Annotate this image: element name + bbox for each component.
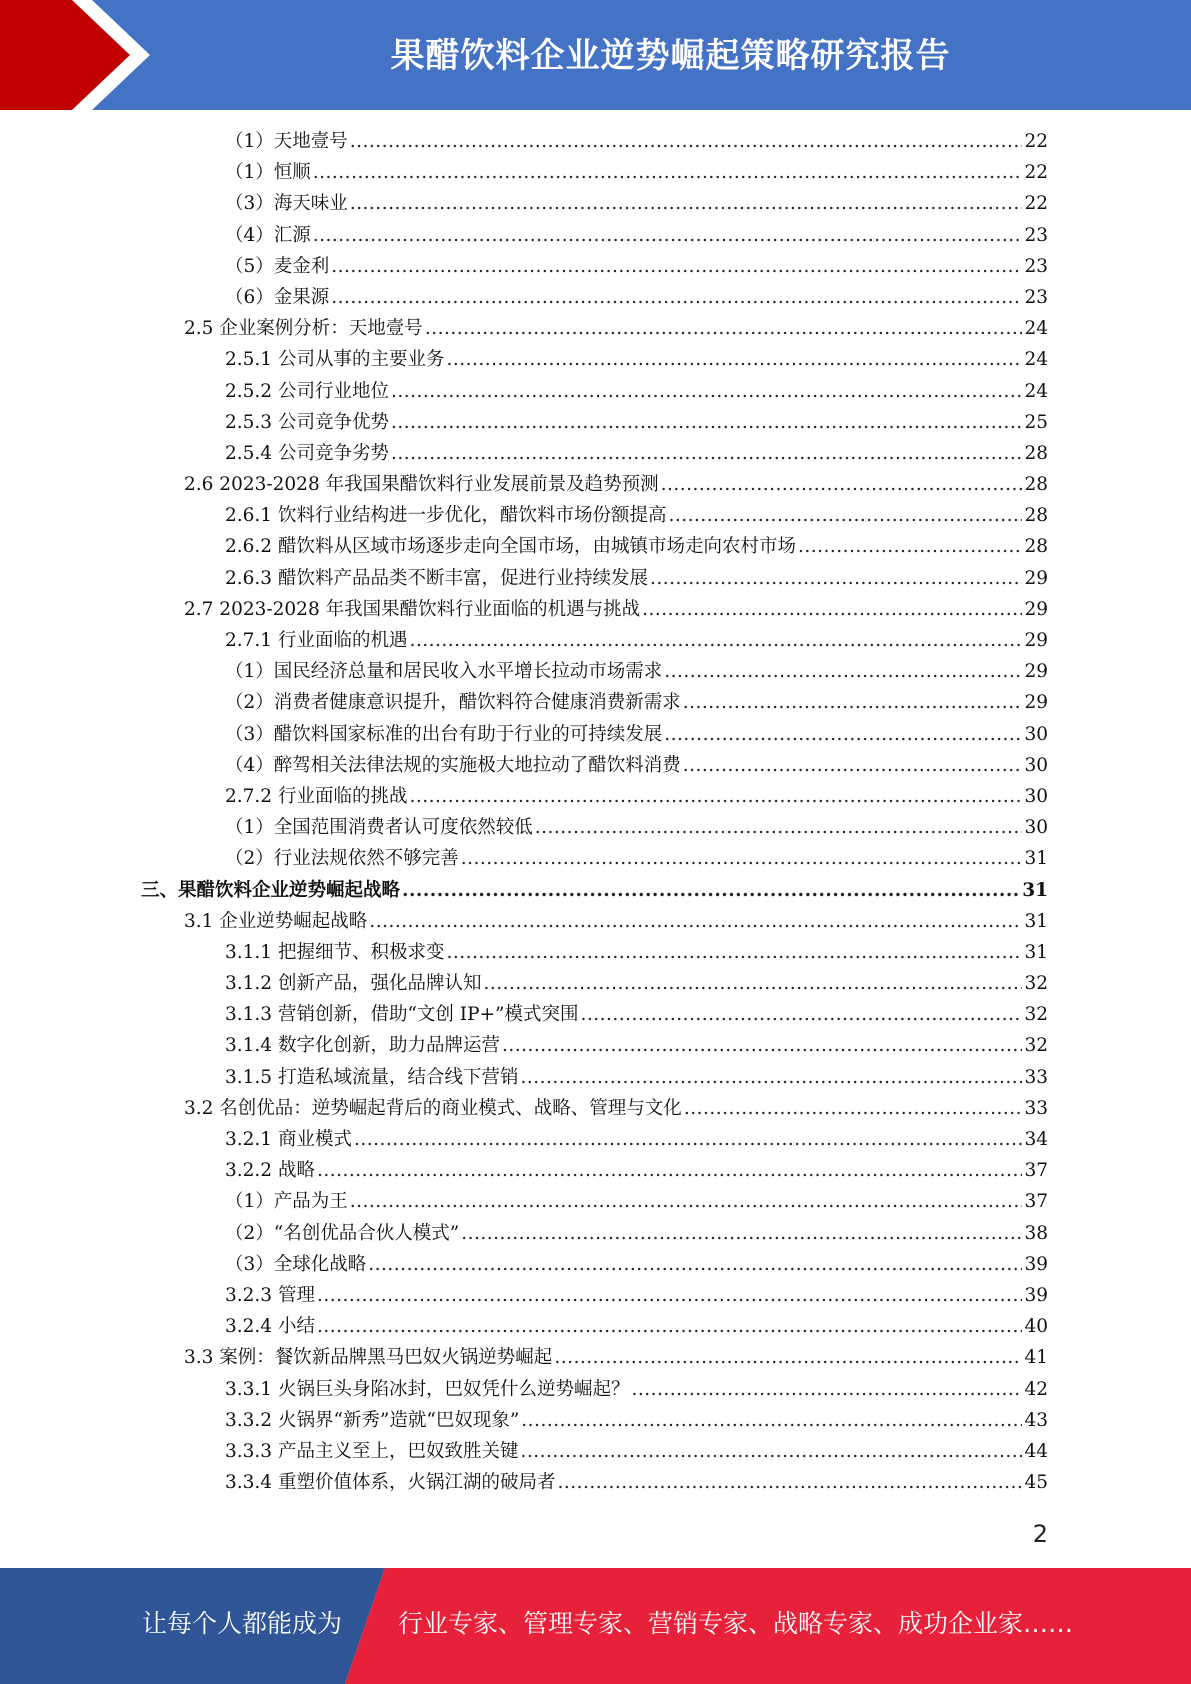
toc-leader-dots bbox=[521, 1405, 1022, 1436]
toc-entry-line bbox=[225, 563, 1048, 594]
toc-leader-dots bbox=[661, 469, 1023, 500]
toc-entry-label: 2.5.3 公司竞争优势 bbox=[225, 411, 389, 433]
toc-entry[interactable] bbox=[0, 1093, 1191, 1124]
toc-entry-line bbox=[184, 594, 1048, 625]
toc-entry-page: 30 bbox=[1024, 754, 1048, 776]
toc-entry-label: 3.3.4 重塑价值体系，火锅江湖的破局者 bbox=[225, 1472, 556, 1494]
toc-entry-line bbox=[225, 1249, 1048, 1280]
toc-entry-label: 2.6.3 醋饮料产品品类不断丰富，促进行业持续发展 bbox=[225, 567, 648, 589]
toc-entry-label: 3.3.1 火锅巨头身陷冰封，巴奴凭什么逆势崛起？ bbox=[225, 1378, 630, 1400]
toc-entry-line bbox=[225, 157, 1048, 188]
toc-entry-page: 23 bbox=[1024, 224, 1048, 246]
toc-leader-dots bbox=[391, 438, 1022, 469]
toc-entry-label: 3.1.3 营销创新，借助“文创 IP+”模式突围 bbox=[225, 1004, 579, 1026]
toc-entry-page: 31 bbox=[1024, 941, 1048, 963]
toc-entry[interactable] bbox=[0, 500, 1191, 531]
toc-entry-label: 2.5 企业案例分析：天地壹号 bbox=[184, 318, 423, 340]
toc-entry-page: 25 bbox=[1024, 411, 1048, 433]
toc-entry[interactable] bbox=[0, 937, 1191, 968]
toc-leader-dots bbox=[664, 719, 1022, 750]
toc-entry-page: 39 bbox=[1024, 1284, 1048, 1306]
toc-leader-dots bbox=[425, 313, 1023, 344]
report-title: 果醋饮料企业逆势崛起策略研究报告 bbox=[390, 36, 951, 76]
toc-entry[interactable] bbox=[0, 344, 1191, 375]
toc-leader-dots bbox=[369, 906, 1022, 937]
toc-entry-line bbox=[225, 843, 1048, 874]
toc-entry-label: （1）产品为王 bbox=[225, 1191, 348, 1213]
footer-slogan-right: 行业专家、管理专家、营销专家、战略专家、成功企业家…… bbox=[398, 1609, 1074, 1638]
toc-entry-label: 3.2.4 小结 bbox=[225, 1316, 315, 1338]
toc-entry[interactable] bbox=[0, 656, 1191, 687]
toc-leader-dots bbox=[350, 188, 1023, 219]
toc-entry[interactable] bbox=[0, 531, 1191, 562]
toc-entry[interactable] bbox=[0, 1280, 1191, 1311]
toc-entry-label: （3）全球化战略 bbox=[225, 1253, 367, 1275]
toc-entry[interactable] bbox=[0, 438, 1191, 469]
toc-entry-page: 23 bbox=[1024, 255, 1048, 277]
toc-leader-dots bbox=[446, 937, 1022, 968]
toc-leader-dots bbox=[313, 220, 1023, 251]
toc-entry-line bbox=[225, 625, 1048, 656]
toc-entry-page: 39 bbox=[1024, 1253, 1048, 1275]
toc-entry-page: 28 bbox=[1024, 536, 1048, 558]
toc-entry-page: 28 bbox=[1024, 505, 1048, 527]
toc-entry-page: 37 bbox=[1024, 1191, 1048, 1213]
toc-entry-line bbox=[225, 251, 1048, 282]
toc-entry[interactable] bbox=[0, 999, 1191, 1030]
toc-entry-line bbox=[184, 1093, 1048, 1124]
toc-leader-dots bbox=[391, 407, 1022, 438]
toc-leader-dots bbox=[461, 843, 1023, 874]
toc-entry-page: 31 bbox=[1022, 879, 1048, 901]
toc-leader-dots bbox=[354, 1124, 1023, 1155]
toc-entry[interactable] bbox=[0, 126, 1191, 157]
toc-entry-line bbox=[225, 1405, 1048, 1436]
page-number: 2 bbox=[1032, 1520, 1048, 1548]
toc-entry-line bbox=[225, 1311, 1048, 1342]
toc-leader-dots bbox=[668, 500, 1022, 531]
toc-entry-page: 24 bbox=[1024, 349, 1048, 371]
toc-entry-label: 3.2.1 商业模式 bbox=[225, 1129, 352, 1150]
toc-entry-page: 28 bbox=[1024, 442, 1048, 464]
toc-entry-page: 33 bbox=[1024, 1066, 1048, 1088]
toc-leader-dots bbox=[581, 999, 1023, 1030]
toc-entry-line bbox=[225, 1124, 1048, 1155]
toc-leader-dots bbox=[642, 594, 1022, 625]
toc-entry-page: 37 bbox=[1024, 1160, 1048, 1182]
toc-leader-dots bbox=[461, 1218, 1022, 1249]
toc-entry-page: 22 bbox=[1024, 193, 1048, 215]
toc-entry-line bbox=[225, 687, 1048, 718]
toc-entry[interactable] bbox=[0, 875, 1191, 906]
toc-entry[interactable] bbox=[0, 719, 1191, 750]
toc-leader-dots bbox=[684, 1093, 1023, 1124]
toc-leader-dots bbox=[317, 1280, 1023, 1311]
toc-entry[interactable] bbox=[0, 1124, 1191, 1155]
toc-entry-page: 29 bbox=[1024, 692, 1048, 714]
toc-leader-dots bbox=[391, 376, 1022, 407]
toc-leader-dots bbox=[798, 531, 1022, 562]
toc-entry[interactable] bbox=[0, 1374, 1191, 1405]
toc-entry-label: 3.3.2 火锅界“新秀”造就“巴奴现象” bbox=[225, 1409, 520, 1431]
toc-entry-label: （2）“名创优品合伙人模式” bbox=[225, 1222, 460, 1244]
toc-entry[interactable] bbox=[0, 157, 1191, 188]
toc-leader-dots bbox=[368, 1249, 1022, 1280]
toc-entry-label: 2.6.1 饮料行业结构进一步优化，醋饮料市场份额提高 bbox=[225, 505, 667, 527]
toc-entry-page: 38 bbox=[1024, 1222, 1048, 1244]
toc-leader-dots bbox=[631, 1374, 1022, 1405]
toc-entry-label: （4）醉驾相关法律法规的实施极大地拉动了醋饮料消费 bbox=[225, 754, 681, 776]
toc-leader-dots bbox=[446, 344, 1022, 375]
toc-entry-page: 28 bbox=[1024, 474, 1048, 496]
toc-entry-line bbox=[225, 937, 1048, 968]
toc-entry-label: （1）恒顺 bbox=[225, 162, 311, 184]
toc-entry-label: （4）汇源 bbox=[225, 224, 311, 246]
toc-entry-page: 30 bbox=[1024, 817, 1048, 839]
toc-entry[interactable] bbox=[0, 625, 1191, 656]
toc-entry-label: 3.2 名创优品：逆势崛起背后的商业模式、战略、管理与文化 bbox=[184, 1097, 682, 1119]
toc-entry-page: 24 bbox=[1024, 380, 1048, 402]
toc-entry-line bbox=[225, 282, 1048, 313]
toc-entry-page: 24 bbox=[1024, 318, 1048, 340]
toc-leader-dots bbox=[350, 126, 1023, 157]
toc-entry-line bbox=[184, 469, 1048, 500]
toc-leader-dots bbox=[350, 1186, 1023, 1217]
toc-entry-line bbox=[225, 1186, 1048, 1217]
toc-entry-page: 43 bbox=[1024, 1409, 1048, 1431]
toc-entry[interactable] bbox=[0, 282, 1191, 313]
toc-leader-dots bbox=[535, 812, 1023, 843]
toc-entry[interactable] bbox=[0, 906, 1191, 937]
toc-entry[interactable] bbox=[0, 1467, 1191, 1498]
toc-entry-label: 3.3 案例：餐饮新品牌黑马巴奴火锅逆势崛起 bbox=[184, 1347, 553, 1369]
toc-entry[interactable] bbox=[0, 1218, 1191, 1249]
toc-entry-line bbox=[225, 1030, 1048, 1061]
toc-entry-label: 3.1 企业逆势崛起战略 bbox=[184, 910, 368, 932]
toc-entry-label: （3）海天味业 bbox=[225, 193, 348, 215]
toc-entry-line bbox=[225, 781, 1048, 812]
toc-entry-label: 3.3.3 产品主义至上，巴奴致胜关键 bbox=[225, 1440, 519, 1462]
toc-entry-line bbox=[225, 188, 1048, 219]
toc-leader-dots bbox=[402, 875, 1020, 906]
toc-entry[interactable] bbox=[0, 251, 1191, 282]
toc-entry-page: 32 bbox=[1024, 973, 1048, 995]
toc-entry[interactable] bbox=[0, 1155, 1191, 1186]
toc-entry-line bbox=[225, 1374, 1048, 1405]
toc-entry-page: 23 bbox=[1024, 286, 1048, 308]
toc-entry-label: （3）醋饮料国家标准的出台有助于行业的可持续发展 bbox=[225, 723, 663, 745]
toc-entry-label: 3.1.2 创新产品，强化品牌认知 bbox=[225, 973, 482, 995]
toc-leader-dots bbox=[409, 781, 1022, 812]
toc-leader-dots bbox=[317, 1311, 1023, 1342]
footer-slogan-left: 让每个人都能成为 bbox=[142, 1609, 343, 1638]
toc-entry-label: （1）天地壹号 bbox=[225, 131, 348, 152]
toc-entry[interactable] bbox=[0, 407, 1191, 438]
report-header bbox=[0, 0, 1191, 110]
toc-entry-label: 2.6 2023-2028 年我国果醋饮料行业发展前景及趋势预测 bbox=[184, 474, 659, 496]
toc-leader-dots bbox=[313, 157, 1023, 188]
toc-entry-page: 34 bbox=[1024, 1129, 1048, 1150]
toc-entry[interactable] bbox=[0, 1249, 1191, 1280]
toc-entry[interactable] bbox=[0, 563, 1191, 594]
toc-entry[interactable] bbox=[0, 594, 1191, 625]
toc-entry-line bbox=[225, 407, 1048, 438]
toc-entry-line bbox=[225, 376, 1048, 407]
footer-banner bbox=[0, 1568, 1191, 1684]
toc-entry-page: 40 bbox=[1024, 1316, 1048, 1338]
toc-entry[interactable] bbox=[0, 750, 1191, 781]
toc-entry-page: 42 bbox=[1024, 1378, 1048, 1400]
toc-entry-page: 29 bbox=[1024, 598, 1048, 620]
toc-entry-page: 44 bbox=[1024, 1440, 1048, 1462]
toc-entry-line bbox=[225, 126, 1048, 157]
toc-entry-line bbox=[225, 344, 1048, 375]
toc-entry-line bbox=[225, 531, 1048, 562]
toc-entry[interactable] bbox=[0, 968, 1191, 999]
toc-entry-label: 三、果醋饮料企业逆势崛起战略 bbox=[141, 879, 401, 901]
toc-entry-label: 2.7.2 行业面临的挑战 bbox=[225, 785, 408, 807]
toc-entry-label: 2.6.2 醋饮料从区域市场逐步走向全国市场，由城镇市场走向农村市场 bbox=[225, 536, 796, 558]
toc-leader-dots bbox=[331, 282, 1022, 313]
toc-entry[interactable] bbox=[0, 812, 1191, 843]
toc-entry[interactable] bbox=[0, 1436, 1191, 1467]
toc-entry-line bbox=[225, 719, 1048, 750]
toc-entry-label: 2.5.2 公司行业地位 bbox=[225, 380, 389, 402]
toc-entry-line bbox=[225, 1218, 1048, 1249]
toc-entry-line bbox=[225, 968, 1048, 999]
toc-entry-page: 41 bbox=[1024, 1347, 1048, 1369]
toc-entry[interactable] bbox=[0, 1062, 1191, 1093]
toc-leader-dots bbox=[520, 1436, 1022, 1467]
toc-entry[interactable] bbox=[0, 1342, 1191, 1373]
toc-entry[interactable] bbox=[0, 469, 1191, 500]
toc-entry-label: （1）全国范围消费者认可度依然较低 bbox=[225, 817, 533, 839]
toc-leader-dots bbox=[557, 1467, 1022, 1498]
toc-entry-label: 3.1.5 打造私域流量，结合线下营销 bbox=[225, 1066, 519, 1088]
toc-entry-label: （2）行业法规依然不够完善 bbox=[225, 848, 459, 870]
toc-entry[interactable] bbox=[0, 843, 1191, 874]
toc-entry[interactable] bbox=[0, 313, 1191, 344]
toc-entry-line bbox=[225, 1436, 1048, 1467]
toc-entry-line bbox=[184, 906, 1048, 937]
toc-entry-line bbox=[225, 1467, 1048, 1498]
toc-entry-page: 32 bbox=[1024, 1035, 1048, 1057]
toc-entry-line bbox=[184, 313, 1048, 344]
toc-entry-label: （1）国民经济总量和居民收入水平增长拉动市场需求 bbox=[225, 661, 663, 683]
toc-entry-line bbox=[225, 750, 1048, 781]
toc-entry-page: 45 bbox=[1024, 1472, 1048, 1494]
table-of-contents bbox=[0, 126, 1191, 1498]
toc-entry-page: 33 bbox=[1024, 1097, 1048, 1119]
toc-leader-dots bbox=[483, 968, 1022, 999]
toc-entry-label: 2.7 2023-2028 年我国果醋饮料行业面临的机遇与挑战 bbox=[184, 598, 641, 620]
toc-leader-dots bbox=[331, 251, 1022, 282]
toc-entry-label: 3.1.4 数字化创新，助力品牌运营 bbox=[225, 1035, 500, 1057]
toc-entry-page: 31 bbox=[1024, 910, 1048, 932]
toc-entry-page: 30 bbox=[1024, 785, 1048, 807]
toc-entry[interactable] bbox=[0, 687, 1191, 718]
toc-leader-dots bbox=[664, 656, 1022, 687]
toc-entry-line bbox=[225, 1155, 1048, 1186]
toc-entry[interactable] bbox=[0, 376, 1191, 407]
toc-entry-page: 30 bbox=[1024, 723, 1048, 745]
toc-leader-dots bbox=[683, 750, 1023, 781]
toc-leader-dots bbox=[650, 563, 1022, 594]
toc-entry[interactable] bbox=[0, 781, 1191, 812]
toc-entry-label: 3.2.3 管理 bbox=[225, 1284, 315, 1306]
toc-entry-line bbox=[225, 220, 1048, 251]
toc-entry-page: 29 bbox=[1024, 567, 1048, 589]
toc-entry-line bbox=[225, 500, 1048, 531]
toc-entry-label: 3.2.2 战略 bbox=[225, 1160, 315, 1182]
toc-entry-page: 29 bbox=[1024, 661, 1048, 683]
toc-entry-label: 3.1.1 把握细节、积极求变 bbox=[225, 941, 445, 963]
toc-entry-label: 2.7.1 行业面临的机遇 bbox=[225, 630, 408, 651]
toc-leader-dots bbox=[683, 687, 1023, 718]
toc-leader-dots bbox=[520, 1062, 1022, 1093]
toc-entry-line bbox=[225, 438, 1048, 469]
toc-entry-line bbox=[225, 1280, 1048, 1311]
toc-entry-page: 22 bbox=[1024, 131, 1048, 152]
toc-leader-dots bbox=[502, 1030, 1022, 1061]
toc-entry-line bbox=[141, 875, 1048, 906]
toc-entry-page: 31 bbox=[1024, 848, 1048, 870]
toc-entry[interactable] bbox=[0, 1311, 1191, 1342]
toc-leader-dots bbox=[409, 625, 1022, 656]
toc-entry[interactable] bbox=[0, 188, 1191, 219]
toc-entry[interactable] bbox=[0, 1186, 1191, 1217]
toc-entry[interactable] bbox=[0, 1030, 1191, 1061]
toc-entry-page: 22 bbox=[1024, 162, 1048, 184]
toc-entry-label: （5）麦金利 bbox=[225, 255, 330, 277]
toc-entry-label: 2.5.1 公司从事的主要业务 bbox=[225, 349, 445, 371]
toc-entry-page: 32 bbox=[1024, 1004, 1048, 1026]
toc-leader-dots bbox=[554, 1342, 1022, 1373]
toc-entry-label: 2.5.4 公司竞争劣势 bbox=[225, 442, 389, 464]
toc-entry-line bbox=[225, 999, 1048, 1030]
toc-entry[interactable] bbox=[0, 1405, 1191, 1436]
toc-entry[interactable] bbox=[0, 220, 1191, 251]
toc-entry-page: 29 bbox=[1024, 630, 1048, 651]
toc-entry-line bbox=[184, 1342, 1048, 1373]
toc-leader-dots bbox=[317, 1155, 1023, 1186]
toc-entry-line bbox=[225, 812, 1048, 843]
toc-entry-line bbox=[225, 656, 1048, 687]
toc-entry-label: （6）金果源 bbox=[225, 286, 330, 308]
toc-entry-label: （2）消费者健康意识提升，醋饮料符合健康消费新需求 bbox=[225, 692, 681, 714]
toc-entry-line bbox=[225, 1062, 1048, 1093]
